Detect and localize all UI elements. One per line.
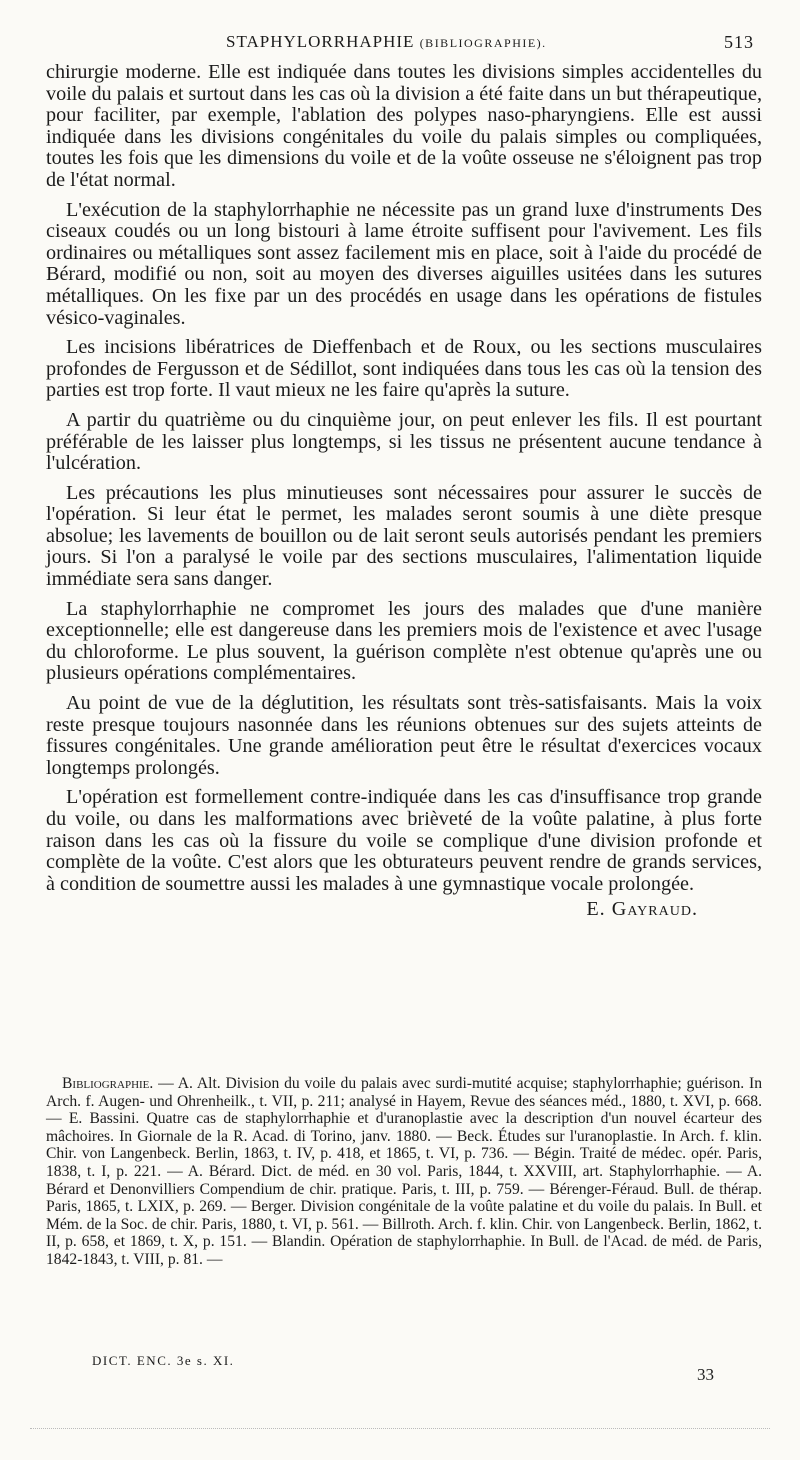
main-text — [46, 62, 762, 921]
header-title: STAPHYLORRHAPHIE — [226, 32, 415, 51]
paragraph: chirurgie moderne. Elle est indiquée dans toutes les divisions simples accidentelles du voile du palais et surtout dans les cas où la division a été faite dans un but thérapeutique, pour faciliter, par exemple, l'ablation des polypes naso-pharyngiens. Elle est aussi indiquée dans les divisions congénitales du voile du palais simples ou compliquées, toutes les fois que les dimensions du voile et de la voûte osseuse ne s'éloignent pas trop de l'état normal. — [46, 61, 762, 191]
paragraph: Les précautions les plus minutieuses sont nécessaires pour assurer le succès de l'opération. Si leur état le permet, les malades seront soumis à une diète presque absolue; les lavements de bouillon ou de lait seront seuls autorisés pendant les premiers jours. Si l'on a paralysé le voile par des sections musculaires, l'alimentation liquide immédiate sera sans danger. — [46, 481, 762, 591]
paragraph: Au point de vue de la déglutition, les résultats sont très-satisfaisants. Mais la voix reste presque toujours nasonnée dans les réunions obtenues sur des sujets atteints de fissures congénitales. Une grande amélioration peut être le résultat d'exercices vocaux longtemps prolongés. — [46, 692, 762, 779]
paragraph: La staphylorrhaphie ne compromet les jours des malades que d'une manière exceptionnelle; elle est dangereuse dans les premiers mois de l'existence et avec l'usage du chloroforme. Le plus souvent, la guérison complète n'est obtenue qu'après une ou plusieurs opérations complémentaires. — [46, 597, 762, 685]
header-title-group — [226, 32, 547, 52]
paragraph: Les incisions libératrices de Dieffenbach et de Roux, ou les sections musculaires profondes de Fergusson et de Sédillot, sont indiquées dans tous les cas où la tension des parties est trop forte. Il vaut mieux ne les faire qu'après la suture. — [46, 336, 762, 402]
sheet-number: 33 — [697, 1365, 714, 1384]
page-edge-rule — [30, 1428, 770, 1429]
header-subtitle: (BIBLIOGRAPHIE). — [419, 36, 547, 50]
page-footer — [92, 1353, 714, 1384]
bibliography-text: — A. Alt. Division du voile du palais avec surdi-mutité acquise; staphylorrhaphie; guérison. In Arch. f. Augen- und Ohrenheilk., t. VII, p. 211; analysé in Hayem, Revue des séances méd., 1880, t. XVI, p. 668. — E. Bassini. Quatre cas de staphylorrhaphie et d'uranoplastie avec la description d'un nouvel écarteur des mâchoires. In Giornale de la R. Acad. di Torino, janv. 1880. — Beck. Études sur l'uranoplastie. In Arch. f. klin. Chir. von Langenbeck. Berlin, 1863, t. IV, p. 418, et 1865, t. VI, p. 736. — Bégin. Traité de médec. opér. Paris, 1838, t. I, p. 221. — A. Bérard. Dict. de méd. en 30 vol. Paris, 1844, t. XXVIII, art. Staphylorrhaphie. — A. Bérard et Denonvilliers Compendium de chir. pratique. Paris, t. III, p. 759. — Bérenger-Féraud. Bull. de thérap. Paris, 1865, t. LXIX, p. 269. — Berger. Division congénitale de la voûte palatine et du voile du palais. In Bull. et Mém. de la Soc. de chir. Paris, 1880, t. VI, p. 561. — Billroth. Arch. f. klin. Chir. von Langenbeck. Berlin, 1862, t. II, p. 658, et 1869, t. X, p. 151. — Blandin. Opération de staphylorrhaphie. In Bull. de l'Acad. de méd. de Paris, 1842-1843, t. VIII, p. 81. — — [46, 1075, 762, 1268]
paragraph: L'exécution de la staphylorrhaphie ne nécessite pas un grand luxe d'instruments Des ciseaux coudés ou un long bistouri à lame étroite suffisent pour l'avivement. Les fils ordinaires ou métalliques sont assez facilement mis en place, soit à l'aide du procédé de Bérard, modifié ou non, soit au moyen des diverses aiguilles usitées dans les sutures métalliques. On les fixe par un des procédés en usage dans les opérations de fistules vésico-vaginales. — [46, 198, 762, 329]
running-header — [46, 32, 754, 58]
footer-signature-mark: DICT. ENC. 3e s. XI. — [92, 1353, 235, 1368]
paragraph: A partir du quatrième ou du cinquième jour, on peut enlever les fils. Il est pourtant préférable de les laisser plus longtemps, si les tissus ne présentent aucune tendance à l'ulcération. — [46, 408, 762, 475]
paragraph: L'opération est formellement contre-indiquée dans les cas d'insuffisance trop grande du voile, ou dans les malformations avec brièveté de la voûte palatine, à plus forte raison dans les cas où la fissure du voile se complique d'une division profonde et complète de la voûte. C'est alors que les obturateurs peuvent rendre de grands services, à condition de soumettre aussi les malades à une gymnastique vocale prolongée. — [46, 786, 762, 895]
page-number: 513 — [724, 32, 754, 52]
bibliography — [46, 1075, 762, 1269]
author-signature: E. Gayraud. — [586, 898, 698, 921]
bibliography-label: Bibliographie. — [62, 1075, 154, 1092]
